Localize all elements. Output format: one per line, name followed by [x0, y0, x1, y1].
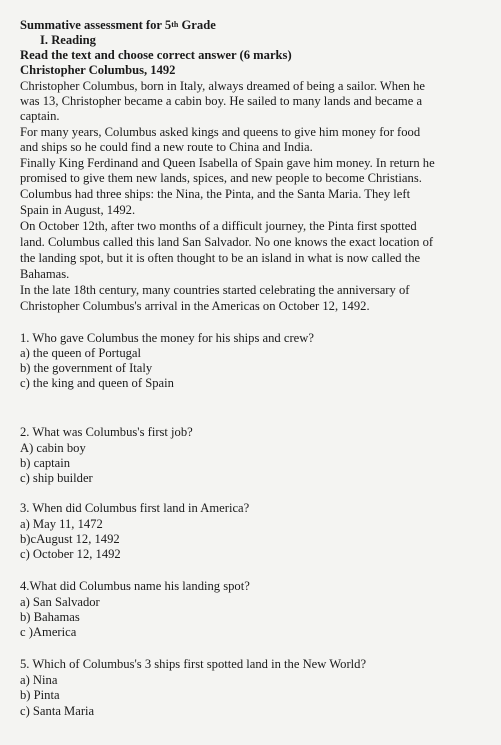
- passage-line: In the late 18th century, many countries started celebrating the anniversary of: [20, 283, 410, 297]
- worksheet-title: [20, 18, 216, 33]
- answer-option: b) captain: [20, 456, 70, 470]
- passage-line: On October 12th, after two months of a difficult journey, the Pinta first spotted: [20, 219, 417, 233]
- title-prefix: Summative assessment for 5: [20, 18, 172, 32]
- passage-line: was 13, Christopher became a cabin boy. He sailed to many lands and became a: [20, 94, 423, 108]
- answer-option: c) Santa Maria: [20, 704, 95, 718]
- passage-line: the landing spot, but it is often thought to be an island in what is now called the: [20, 251, 421, 265]
- title-superscript: th: [171, 20, 179, 29]
- passage-line: Finally King Ferdinand and Queen Isabella of Spain gave him money. In return he: [20, 156, 435, 170]
- question-text: 4.What did Columbus name his landing spot?: [20, 579, 250, 593]
- answer-option: a) San Salvador: [20, 595, 100, 609]
- passage-line: promised to give them new lands, spices, and new people to become Christians.: [20, 171, 422, 185]
- story-title: Christopher Columbus, 1492: [20, 63, 176, 77]
- title-suffix: Grade: [178, 18, 216, 32]
- answer-option: b) Bahamas: [20, 610, 80, 624]
- question-text: 1. Who gave Columbus the money for his ships and crew?: [20, 331, 314, 345]
- answer-option: c) October 12, 1492: [20, 547, 121, 561]
- answer-option: b) Pinta: [20, 688, 60, 702]
- passage-line: Bahamas.: [20, 267, 70, 281]
- answer-option: c) ship builder: [20, 471, 93, 485]
- answer-option: A) cabin boy: [20, 441, 86, 455]
- answer-option: b)cAugust 12, 1492: [20, 532, 120, 546]
- section-heading: I. Reading: [40, 33, 96, 47]
- answer-option: a) May 11, 1472: [20, 517, 103, 531]
- answer-option: c) the king and queen of Spain: [20, 376, 174, 390]
- answer-option: c )America: [20, 625, 77, 639]
- question-text: 3. When did Columbus first land in America?: [20, 501, 250, 515]
- passage-line: For many years, Columbus asked kings and queens to give him money for food: [20, 125, 421, 139]
- passage-line: Christopher Columbus's arrival in the Americas on October 12, 1492.: [20, 299, 370, 313]
- answer-option: a) Nina: [20, 673, 58, 687]
- passage-line: and ships so he could find a new route to China and India.: [20, 140, 313, 154]
- passage-line: land. Columbus called this land San Salvador. No one knows the exact location of: [20, 235, 434, 249]
- passage-line: Christopher Columbus, born in Italy, always dreamed of being a sailor. When he: [20, 79, 426, 93]
- passage-line: Spain in August, 1492.: [20, 203, 136, 217]
- passage-line: captain.: [20, 109, 60, 123]
- question-text: 5. Which of Columbus's 3 ships first spotted land in the New World?: [20, 657, 367, 671]
- answer-option: a) the queen of Portugal: [20, 346, 141, 360]
- passage-line: Columbus had three ships: the Nina, the Pinta, and the Santa Maria. They left: [20, 187, 411, 201]
- question-text: 2. What was Columbus's first job?: [20, 425, 193, 439]
- instruction-text: Read the text and choose correct answer (6 marks): [20, 48, 292, 62]
- answer-option: b) the government of Italy: [20, 361, 153, 375]
